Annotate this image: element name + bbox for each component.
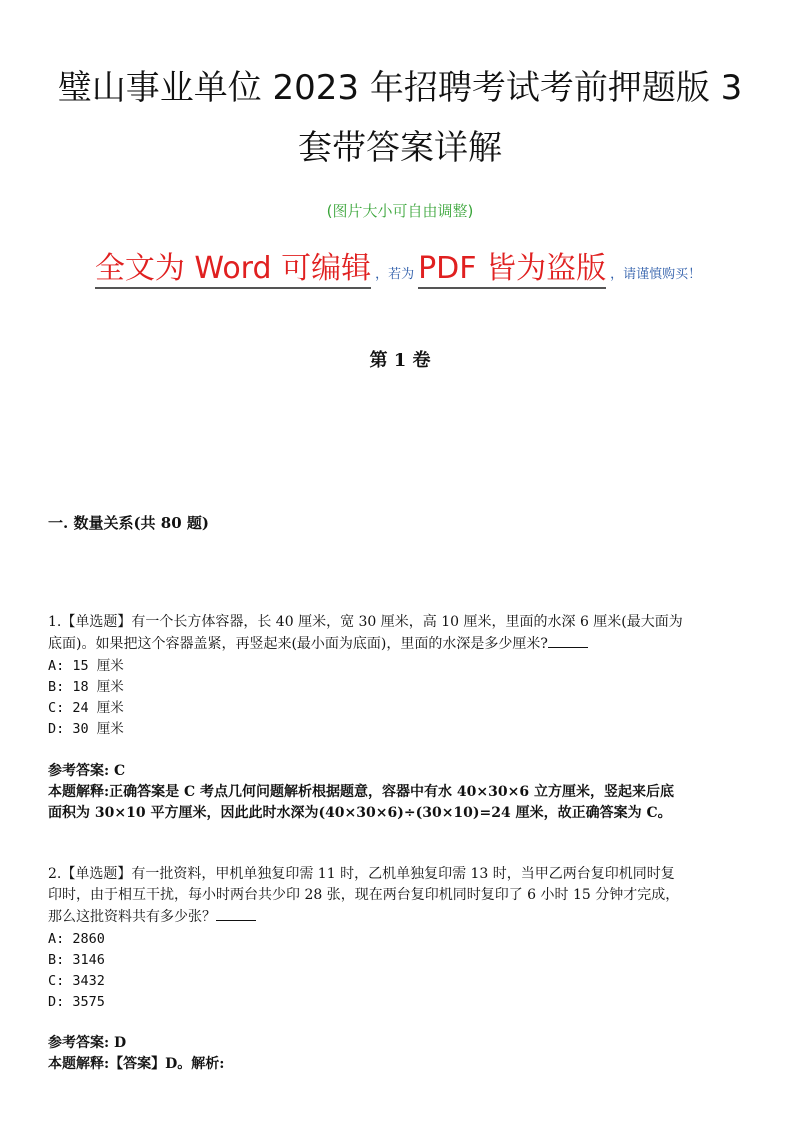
document-title-line-1: 璧山事业单位 2023 年招聘考试考前押题版 3 bbox=[57, 68, 743, 108]
question-2-option-c: C: 3432 bbox=[48, 973, 105, 989]
question-2-line-2: 印时，由于相互干扰，每小时两台共少印 28 张，现在两台复印机同时复印了 6 小时 15 分钟才完成， bbox=[48, 887, 680, 903]
volume-heading: 第 1 卷 bbox=[369, 350, 431, 371]
image-size-note: (图片大小可自由调整) bbox=[326, 202, 474, 220]
banner-pdf-pirated: PDF 皆为盗版 bbox=[418, 251, 606, 289]
banner-caution-text: ，请谨慎购买！ bbox=[610, 267, 702, 282]
answer-blank bbox=[548, 633, 588, 648]
question-1-option-d: D: 30 厘米 bbox=[48, 721, 124, 737]
section-heading: 一. 数量关系(共 80 题) bbox=[48, 514, 209, 532]
question-1-answer: 参考答案: C bbox=[48, 763, 126, 779]
question-1-line-1: 1.【单选题】有一个长方体容器，长 40 厘米，宽 30 厘米，高 10 厘米，里面的水深 6 厘米(最大面为 bbox=[48, 614, 683, 630]
answer-blank bbox=[216, 906, 256, 921]
question-1-option-c: C: 24 厘米 bbox=[48, 700, 124, 716]
question-2-option-a: A: 2860 bbox=[48, 931, 105, 947]
question-1-explanation-line-1: 本题解释:正确答案是 C 考点几何问题解析根据题意，容器中有水 40×30×6 立方厘米，竖起来后底 bbox=[48, 784, 674, 800]
question-2-line-3: 那么这批资料共有多少张？ bbox=[48, 906, 758, 928]
question-1-line-2: 底面)。如果把这个容器盖紧，再竖起来(最小面为底面)，里面的水深是多少厘米? bbox=[48, 633, 758, 655]
question-2-option-d: D: 3575 bbox=[48, 994, 105, 1010]
question-1-option-b: B: 18 厘米 bbox=[48, 679, 124, 695]
question-1-option-a: A: 15 厘米 bbox=[48, 658, 124, 674]
document-title-line-2: 套带答案详解 bbox=[298, 128, 502, 168]
question-2-text bbox=[48, 864, 758, 928]
question-1-explanation-line-2: 面积为 30×10 平方厘米，因此此时水深为(40×30×6)÷(30×10)=24 厘米，故正确答案为 C。 bbox=[48, 805, 672, 821]
question-1-text bbox=[48, 612, 758, 655]
question-2-explanation-line-1: 本题解释:【答案】D。解析: bbox=[48, 1056, 225, 1072]
banner-word-editable: 全文为 Word 可编辑 bbox=[95, 251, 371, 289]
copyright-banner bbox=[0, 243, 800, 287]
question-2-option-b: B: 3146 bbox=[48, 952, 105, 968]
question-2-line-1: 2.【单选题】有一批资料，甲机单独复印需 11 时，乙机单独复印需 13 时，当甲乙两台复印机同时复 bbox=[48, 866, 675, 882]
question-2-answer: 参考答案: D bbox=[48, 1035, 127, 1051]
banner-if-text: ，若为 bbox=[375, 267, 415, 282]
